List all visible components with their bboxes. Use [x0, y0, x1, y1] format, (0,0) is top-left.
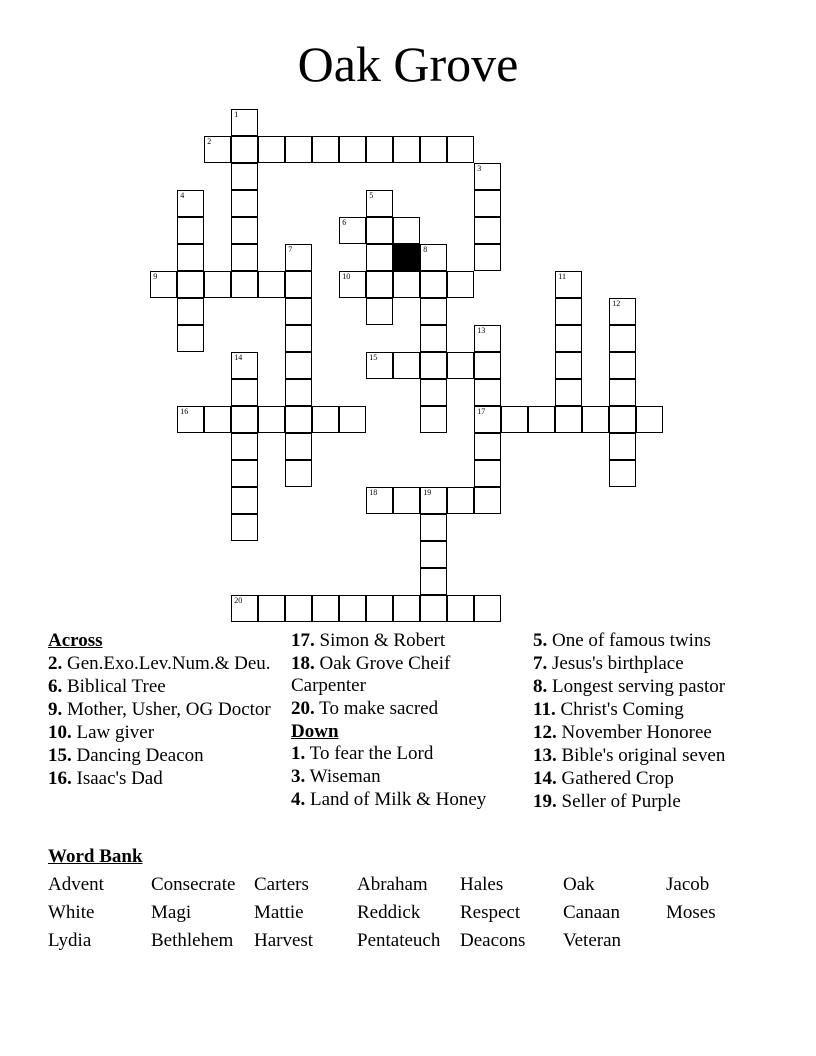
grid-cell[interactable] [609, 379, 636, 406]
grid-cell[interactable] [312, 595, 339, 622]
grid-cell[interactable] [231, 163, 258, 190]
grid-cell[interactable] [474, 190, 501, 217]
clue-number: 5 [369, 191, 374, 201]
word-bank-item: Pentateuch [357, 930, 441, 951]
grid-cell[interactable] [285, 433, 312, 460]
word-bank-item: Harvest [254, 930, 314, 951]
clue-number: 12 [612, 299, 621, 309]
grid-cell[interactable] [609, 433, 636, 460]
word-bank-item: Jacob [666, 874, 710, 895]
clue-down-4: 4. Land of Milk & Honey [291, 789, 487, 810]
grid-cell[interactable] [555, 271, 582, 298]
grid-cell[interactable] [366, 298, 393, 325]
clue-number: 7 [288, 245, 293, 255]
page-title: Oak Grove [297, 36, 519, 92]
clue-down-19: 19. Seller of Purple [533, 791, 681, 812]
grid-cell[interactable] [339, 406, 366, 433]
grid-cell[interactable] [285, 298, 312, 325]
grid-cell[interactable] [231, 487, 258, 514]
grid-cell[interactable] [285, 325, 312, 352]
clue-number: 14 [234, 353, 243, 363]
clue-number: 17 [477, 407, 486, 417]
clue-across-18: 18. Oak Grove Cheif Carpenter [291, 653, 451, 696]
grid-cell[interactable] [285, 379, 312, 406]
grid-cell[interactable] [447, 271, 474, 298]
clue-across-17: 17. Simon & Robert [291, 630, 446, 651]
clue-down-3: 3. Wiseman [291, 766, 381, 787]
grid-cell[interactable] [420, 487, 447, 514]
grid-cell[interactable] [420, 136, 447, 163]
clue-across-9: 9. Mother, Usher, OG Doctor [48, 698, 271, 720]
grid-cell[interactable] [420, 406, 447, 433]
word-bank-item: Carters [254, 874, 309, 895]
grid-cell[interactable] [474, 325, 501, 352]
grid-cell[interactable] [231, 406, 258, 433]
grid-cell[interactable] [231, 379, 258, 406]
grid-cell[interactable] [339, 217, 366, 244]
grid-cell[interactable] [393, 487, 420, 514]
clue-across-15: 15. Dancing Deacon [48, 744, 204, 766]
grid-cell[interactable] [312, 136, 339, 163]
grid-cell[interactable] [636, 406, 663, 433]
down-heading: Down [291, 720, 339, 742]
word-bank-item: Oak [563, 874, 595, 895]
grid-cell[interactable] [420, 352, 447, 379]
grid-cell[interactable] [555, 406, 582, 433]
clue-number: 15 [369, 353, 378, 363]
grid-cell[interactable] [177, 217, 204, 244]
grid-cell[interactable] [231, 190, 258, 217]
grid-cell[interactable] [474, 217, 501, 244]
grid-cell[interactable] [231, 460, 258, 487]
word-bank-item: Reddick [357, 902, 421, 923]
grid-cell[interactable] [420, 568, 447, 595]
grid-cell[interactable] [339, 271, 366, 298]
grid-cell[interactable] [366, 190, 393, 217]
grid-cell[interactable] [339, 595, 366, 622]
grid-cell[interactable] [231, 514, 258, 541]
grid-cell[interactable] [231, 109, 258, 136]
grid-cell[interactable] [204, 136, 231, 163]
clue-across-20: 20. To make sacred [291, 697, 439, 719]
grid-cell[interactable] [258, 271, 285, 298]
grid-cell[interactable] [366, 271, 393, 298]
grid-cell[interactable] [420, 379, 447, 406]
grid-cell[interactable] [285, 136, 312, 163]
clue-number: 16 [180, 407, 189, 417]
word-bank-item: Abraham [357, 874, 428, 895]
clues-column-1 [48, 630, 273, 791]
grid-cell[interactable] [177, 190, 204, 217]
grid-cell[interactable] [177, 244, 204, 271]
grid-cell[interactable] [285, 352, 312, 379]
grid-cell[interactable] [231, 244, 258, 271]
grid-cell[interactable] [420, 298, 447, 325]
grid-cell[interactable] [231, 595, 258, 622]
grid-cell[interactable] [609, 460, 636, 487]
clue-number: 11 [558, 272, 566, 282]
word-bank-item: Consecrate [151, 874, 236, 895]
grid-cell[interactable] [393, 136, 420, 163]
word-bank-item: Respect [460, 902, 521, 923]
word-bank-heading: Word Bank [48, 846, 143, 867]
grid-cell[interactable] [285, 244, 312, 271]
grid-cell[interactable] [474, 487, 501, 514]
grid-cell[interactable] [555, 325, 582, 352]
word-bank-item: White [48, 902, 95, 923]
grid-cell[interactable] [447, 595, 474, 622]
clue-down-11: 11. Christ's Coming [533, 699, 684, 720]
clue-down-7: 7. Jesus's birthplace [533, 653, 684, 674]
word-bank-item: Bethlehem [151, 930, 234, 951]
clue-number: 3 [477, 164, 482, 174]
grid-cell[interactable] [258, 406, 285, 433]
grid-cell[interactable] [339, 136, 366, 163]
grid-cell[interactable] [447, 352, 474, 379]
grid-cell[interactable] [285, 595, 312, 622]
clues-column-3 [533, 630, 763, 814]
grid-cell[interactable] [609, 406, 636, 433]
clue-number: 9 [153, 272, 158, 282]
clue-across-2: 2. Gen.Exo.Lev.Num.& Deu. [48, 652, 271, 674]
clue-down-12: 12. November Honoree [533, 722, 712, 743]
grid-cell[interactable] [285, 406, 312, 433]
grid-cell[interactable] [258, 136, 285, 163]
grid-cell[interactable] [393, 595, 420, 622]
word-bank [48, 874, 768, 958]
grid-cell[interactable] [474, 406, 501, 433]
clue-across-16: 16. Isaac's Dad [48, 767, 163, 789]
grid-cell[interactable] [285, 271, 312, 298]
clue-number: 19 [423, 488, 432, 498]
across-heading: Across [48, 630, 103, 651]
clue-number: 6 [342, 218, 347, 228]
grid-cell[interactable] [474, 352, 501, 379]
grid-cell[interactable] [609, 325, 636, 352]
clue-number: 20 [234, 596, 243, 606]
grid-cell[interactable] [420, 595, 447, 622]
grid-cell[interactable] [231, 433, 258, 460]
grid-cell[interactable] [231, 352, 258, 379]
clue-number: 4 [180, 191, 185, 201]
black-cell [393, 244, 420, 271]
grid-cell[interactable] [204, 406, 231, 433]
grid-cell[interactable] [366, 595, 393, 622]
clue-across-6: 6. Biblical Tree [48, 675, 166, 697]
word-bank-item: Veteran [563, 930, 622, 951]
grid-cell[interactable] [528, 406, 555, 433]
clue-down-14: 14. Gathered Crop [533, 768, 674, 789]
grid-cell[interactable] [177, 271, 204, 298]
clue-down-1: 1. To fear the Lord [291, 743, 434, 764]
word-bank-item: Mattie [254, 902, 304, 923]
grid-cell[interactable] [474, 433, 501, 460]
grid-cell[interactable] [366, 136, 393, 163]
clue-number: 8 [423, 245, 428, 255]
clue-number: 18 [369, 488, 378, 498]
grid-cell[interactable] [204, 271, 231, 298]
grid-cell[interactable] [474, 460, 501, 487]
grid-cell[interactable] [474, 379, 501, 406]
grid-cell[interactable] [231, 217, 258, 244]
grid-cell[interactable] [609, 352, 636, 379]
clue-number: 1 [234, 110, 239, 120]
grid-cell[interactable] [393, 271, 420, 298]
grid-cell[interactable] [366, 244, 393, 271]
grid-cell[interactable] [258, 595, 285, 622]
clues-column-2 [291, 630, 516, 812]
word-bank-item: Lydia [48, 930, 92, 951]
grid-cell[interactable] [366, 487, 393, 514]
grid-cell[interactable] [177, 406, 204, 433]
grid-cell[interactable] [231, 136, 258, 163]
grid-cell[interactable] [312, 406, 339, 433]
grid-cell[interactable] [555, 379, 582, 406]
grid-cell[interactable] [420, 325, 447, 352]
clue-down-5: 5. One of famous twins [533, 630, 711, 651]
word-bank-item: Canaan [563, 902, 620, 923]
grid-cell[interactable] [393, 217, 420, 244]
grid-cell[interactable] [474, 244, 501, 271]
grid-cell[interactable] [420, 271, 447, 298]
grid-cell[interactable] [420, 244, 447, 271]
grid-cell[interactable] [177, 325, 204, 352]
clue-down-8: 8. Longest serving pastor [533, 676, 726, 697]
clue-number: 2 [207, 137, 212, 147]
grid-cell[interactable] [393, 352, 420, 379]
grid-cell[interactable] [420, 541, 447, 568]
grid-cell[interactable] [177, 298, 204, 325]
grid-cell[interactable] [447, 136, 474, 163]
word-bank-item: Deacons [460, 930, 526, 951]
word-bank-item: Magi [151, 902, 192, 923]
grid-cell[interactable] [150, 271, 177, 298]
grid-cell[interactable] [474, 163, 501, 190]
clue-down-13: 13. Bible's original seven [533, 745, 726, 766]
grid-cell[interactable] [420, 514, 447, 541]
clue-across-10: 10. Law giver [48, 721, 155, 743]
grid-cell[interactable] [447, 487, 474, 514]
grid-cell[interactable] [366, 352, 393, 379]
grid-cell[interactable] [555, 352, 582, 379]
grid-cell[interactable] [501, 406, 528, 433]
grid-cell[interactable] [555, 298, 582, 325]
grid-cell[interactable] [285, 460, 312, 487]
word-bank-item: Hales [460, 874, 504, 895]
word-bank-item: Moses [666, 902, 716, 923]
word-bank-item: Advent [48, 874, 104, 895]
grid-cell[interactable] [366, 217, 393, 244]
clue-number: 10 [342, 272, 351, 282]
grid-cell[interactable] [231, 271, 258, 298]
crossword-grid [151, 110, 691, 630]
clue-number: 13 [477, 326, 486, 336]
grid-cell[interactable] [582, 406, 609, 433]
grid-cell[interactable] [609, 298, 636, 325]
grid-cell[interactable] [474, 595, 501, 622]
